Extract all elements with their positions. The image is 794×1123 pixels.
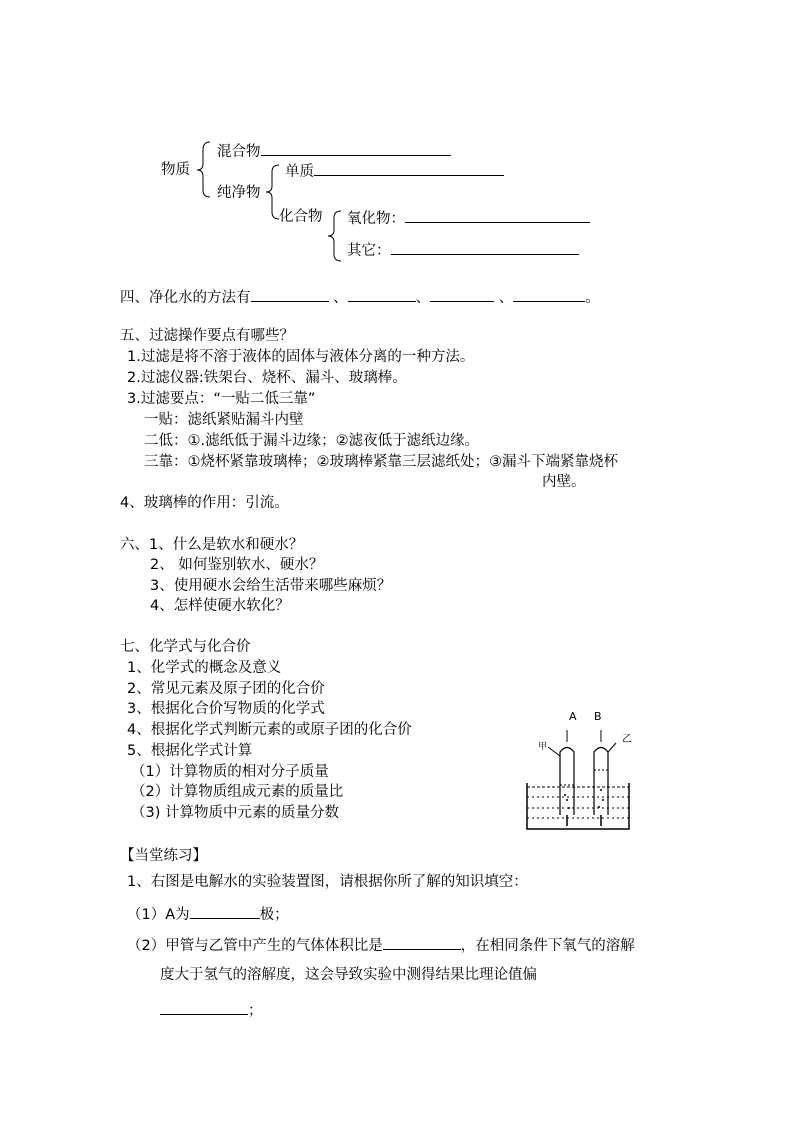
practice-p2c: 度大于氢气的溶解度，这会导致实验中测得结果比理论值偏 bbox=[160, 967, 537, 983]
p2-text-b: ，在相同条件下氧气的溶解 bbox=[460, 938, 635, 954]
s4-sep: 、 bbox=[498, 290, 514, 306]
mixture-label: 混合物 bbox=[217, 144, 261, 160]
s4-blank-3[interactable] bbox=[430, 286, 494, 302]
s5-line: 三靠：①烧杯紧靠玻璃棒；②玻璃棒紧靠三层滤纸处；③漏斗下端紧靠烧杯 bbox=[144, 454, 618, 470]
label-yi: 乙 bbox=[622, 734, 632, 745]
practice-p1 bbox=[127, 903, 289, 925]
s4-blank-1[interactable] bbox=[251, 286, 329, 302]
p2-blank-2[interactable] bbox=[160, 999, 248, 1015]
p2-end: ； bbox=[248, 1003, 263, 1019]
s5-line: 二低：①.滤纸低于漏斗边缘；②滤夜低于滤纸边缘。 bbox=[144, 433, 480, 449]
pure-label: 纯净物 bbox=[217, 185, 261, 201]
mixture-line bbox=[217, 140, 451, 162]
p2-blank[interactable] bbox=[383, 934, 461, 950]
s4-text: 四、净化水的方法有 bbox=[120, 290, 251, 306]
s5-line: 4、玻璃棒的作用：引流。 bbox=[120, 495, 289, 511]
oxide-blank[interactable] bbox=[405, 207, 590, 223]
s4-sep: 、 bbox=[333, 290, 348, 306]
element-blank[interactable] bbox=[314, 160, 504, 176]
s7-line: 5、根据化学式计算 bbox=[127, 743, 253, 759]
label-b: B bbox=[594, 710, 602, 723]
brace-pure bbox=[266, 165, 279, 219]
label-jia: 甲 bbox=[538, 742, 548, 752]
mixture-blank[interactable] bbox=[261, 140, 451, 156]
element-label: 单质 bbox=[285, 164, 314, 180]
s6-line: 六、1、什么是软水和硬水？ bbox=[120, 537, 304, 553]
p1-blank[interactable] bbox=[190, 903, 260, 919]
s4-sep: 、 bbox=[415, 290, 431, 306]
compound-label: 化合物 bbox=[279, 209, 323, 225]
practice-p2d bbox=[160, 999, 263, 1021]
tube-yi bbox=[594, 748, 608, 816]
s5-line: 一贴：滤纸紧贴漏斗内壁 bbox=[144, 412, 304, 428]
p1-end: 极； bbox=[259, 907, 289, 923]
s7-line: （3) 计算物质中元素的质量分数 bbox=[131, 805, 339, 821]
s5-line: 3.过滤要点：“一贴二低三靠” bbox=[127, 391, 316, 407]
element-line bbox=[285, 160, 504, 182]
other-line bbox=[347, 239, 579, 261]
s5-line: 1.过滤是将不溶于液体的固体与液体分离的一种方法。 bbox=[127, 349, 475, 365]
s4-end: 。 bbox=[585, 290, 600, 306]
trough bbox=[527, 783, 629, 829]
s4-blank-2[interactable] bbox=[348, 286, 416, 302]
s5-title: 五、过滤操作要点有哪些？ bbox=[120, 328, 294, 344]
s7-line: 1、化学式的概念及意义 bbox=[127, 660, 282, 676]
practice-p2 bbox=[127, 934, 635, 956]
p2-text: （2）甲管与乙管中产生的气体体积比是 bbox=[127, 938, 383, 954]
practice-title: 【当堂练习】 bbox=[120, 848, 207, 864]
s7-line: （2）计算物质组成元素的质量比 bbox=[131, 784, 344, 800]
oxide-line bbox=[347, 207, 590, 229]
brace-compound bbox=[328, 211, 341, 261]
tube-jia bbox=[560, 748, 574, 816]
s7-line: 2、常见元素及原子团的化合价 bbox=[127, 681, 325, 697]
tree-root: 物质 bbox=[161, 162, 190, 178]
s6-line: 4、怎样使硬水软化？ bbox=[150, 598, 290, 614]
s6-line: 3、使用硬水会给生活带来哪些麻烦？ bbox=[150, 578, 392, 594]
s4-blank-4[interactable] bbox=[513, 286, 585, 302]
brace-root bbox=[197, 142, 210, 197]
label-a: A bbox=[569, 710, 577, 723]
other-label: 其它： bbox=[347, 243, 391, 259]
oxide-label: 氧化物： bbox=[347, 211, 405, 227]
s7-line: 4、根据化学式判断元素的或原子团的化合价 bbox=[127, 722, 412, 738]
s5-line: 2.过滤仪器:铁架台、烧杯、漏斗、玻璃棒。 bbox=[127, 370, 407, 386]
s7-line: 3、根据化合价写物质的化学式 bbox=[127, 701, 325, 717]
s7-line: （1）计算物质的相对分子质量 bbox=[131, 764, 329, 780]
s7-title: 七、化学式与化合价 bbox=[120, 639, 251, 655]
p1-text: （1）A为 bbox=[127, 907, 190, 923]
other-blank[interactable] bbox=[391, 239, 579, 255]
s6-line: 2、 如何鉴别软水、硬水？ bbox=[150, 557, 324, 573]
practice-q1: 1、右图是电解水的实验装置图，请根据你所了解的知识填空： bbox=[127, 874, 528, 890]
s5-line: 内壁。 bbox=[542, 474, 586, 490]
section-4 bbox=[120, 286, 600, 308]
